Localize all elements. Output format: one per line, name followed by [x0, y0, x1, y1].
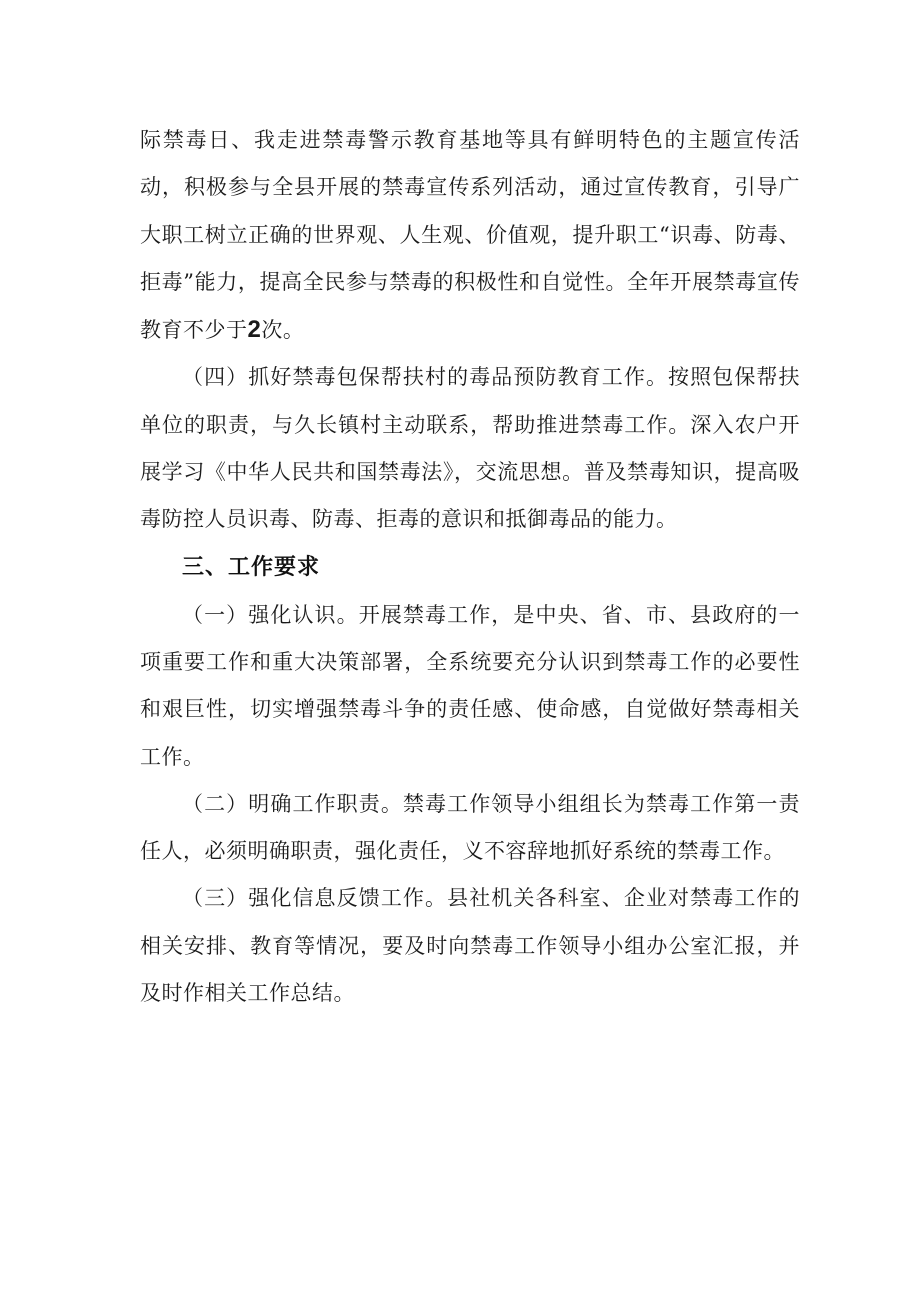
paragraph-strengthen-awareness: （一）强化认识。开展禁毒工作，是中央、省、市、县政府的一项重要工作和重大决策部署，全系统要充分认识到禁毒工作的必要性和艰巨性，切实增强禁毒斗争的责任感、使命感，自觉做好禁毒相关工作。 [140, 602, 800, 769]
paragraph-text: 际禁毒日、我走进禁毒警示教育基地等具有鲜明特色的主题宣传活动，积极参与全县开展的禁毒宣传系列活动，通过宣传教育，引导广大职工树立正确的世界观、人生观、价值观，提升职工“识毒、防毒、拒毒”能力，提高全民参与禁毒的积极性和自觉性。全年开展禁毒宣传教育不少于 [140, 128, 800, 343]
paragraph-village-education: （四）抓好禁毒包保帮扶村的毒品预防教育工作。按照包保帮扶单位的职责，与久长镇村主动联系，帮助推进禁毒工作。深入农户开展学习《中华人民共和国禁毒法》，交流思想。普及禁毒知识，提高吸毒防控人员识毒、防毒、拒毒的意识和抵御毒品的能力。 [140, 365, 800, 532]
paragraph-information-feedback: （三）强化信息反馈工作。县社机关各科室、企业对禁毒工作的相关安排、教育等情况，要及时向禁毒工作领导小组办公室汇报，并及时作相关工作总结。 [140, 886, 800, 1006]
document-body [140, 117, 800, 1017]
section-heading: 三、工作要求 [182, 554, 321, 580]
paragraph-publicity-activities [140, 117, 800, 354]
paragraph-tail: 次。 [261, 318, 305, 343]
count-number: 2 [247, 316, 262, 344]
paragraph-clarify-duties: （二）明确工作职责。禁毒工作领导小组组长为禁毒工作第一责任人，必须明确职责，强化责任，义不容辞地抓好系统的禁毒工作。 [140, 791, 800, 864]
